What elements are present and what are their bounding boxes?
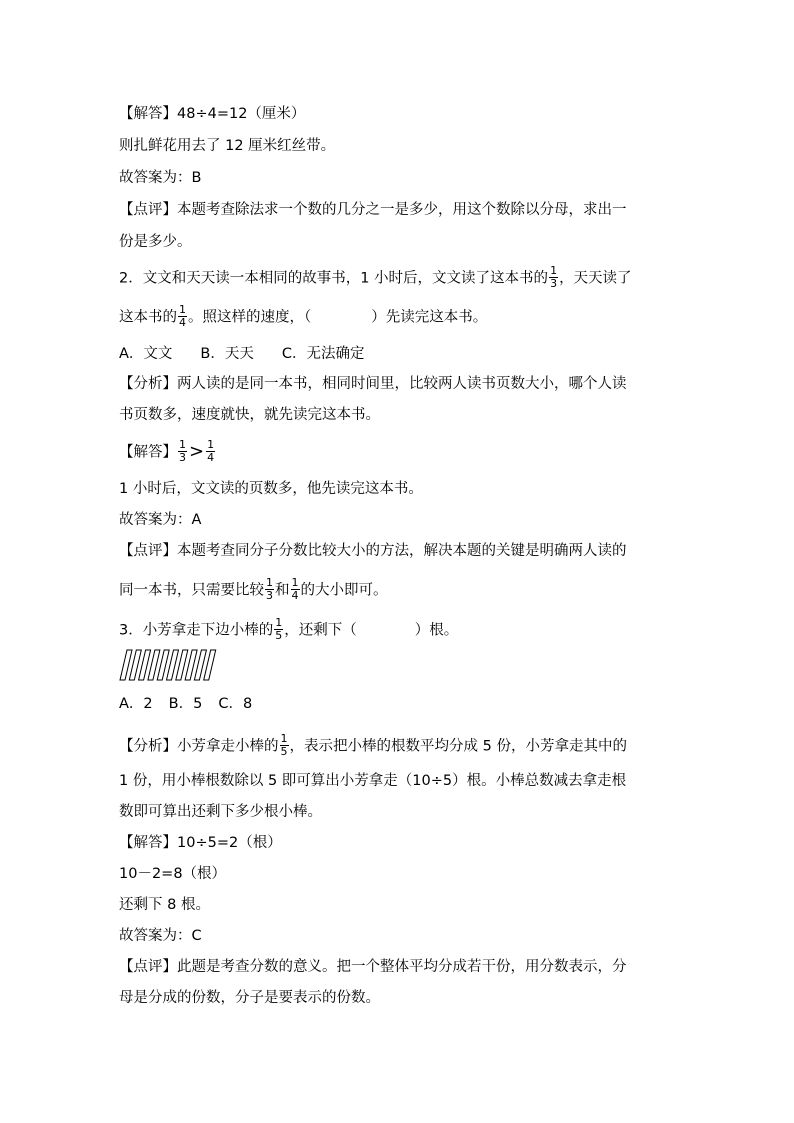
answer-result: 故答案为：C: [119, 928, 202, 944]
question-2-line-2: [119, 305, 487, 330]
option-c: C．8: [218, 696, 253, 712]
text: ）根。: [414, 622, 459, 639]
option-b: B．天天: [200, 346, 254, 362]
fraction-one-quarter: $\frac{1}{4}$: [207, 438, 215, 464]
analysis-line: 1 份，用小棒根数除以 5 即可算出小芳拿走（10÷5）根。小棒总数减去拿走根: [119, 773, 627, 789]
fraction-one-fifth: $\frac{1}{5}$: [275, 616, 283, 642]
answer-line: [119, 440, 216, 465]
analysis-line: 数即可算出还剩下多少根小棒。: [119, 804, 322, 820]
fraction-one-quarter: $\frac{1}{4}$: [179, 303, 186, 329]
comment-line: 【点评】此题是考查分数的意义。把一个整体平均分成若干份，用分数表示，分: [119, 959, 627, 975]
text: ）先读完这本书。: [371, 309, 488, 326]
text: 和: [275, 582, 290, 599]
sticks-illustration: [118, 648, 218, 682]
analysis-line: [119, 734, 627, 759]
text: 3．小芳拿走下边小棒的: [119, 622, 274, 639]
comment-line: 母是分成的份数，分子是要表示的份数。: [119, 990, 380, 1006]
option-a: A．文文: [119, 346, 173, 362]
fraction-one-third: $\frac{1}{3}$: [179, 438, 186, 464]
answer-result: 故答案为：A: [119, 512, 202, 528]
text: 同一本书，只需要比较: [119, 582, 264, 599]
question-2-line-1: [119, 266, 632, 291]
answer-line: 【解答】10÷5=2（根）: [119, 835, 282, 851]
comment-line: 【点评】本题考查除法求一个数的几分之一是多少，用这个数除以分母，求出一: [119, 202, 627, 218]
text: 2．文文和天天读一本相同的故事书，1 小时后，文文读了这本书的: [119, 270, 549, 287]
answer-line: 1 小时后，文文读的页数多，他先读完这本书。: [119, 481, 423, 497]
analysis-line: 【分析】两人读的是同一本书，相同时间里，比较两人读书页数大小，哪个人读: [119, 376, 627, 392]
text: ，表示把小棒的根数平均分成 5 份，小芳拿走其中的: [289, 738, 627, 755]
option-a: A．2: [119, 696, 153, 712]
answer-line: 则扎鲜花用去了 12 厘米红丝带。: [119, 138, 336, 154]
fraction-one-quarter: $\frac{1}{4}$: [291, 576, 299, 602]
text: 【分析】小芳拿走小棒的: [119, 738, 279, 755]
fraction-one-fifth: $\frac{1}{5}$: [280, 732, 288, 758]
answer-line: 【解答】48÷4=12（厘米）: [119, 106, 306, 122]
text: 【解答】: [119, 444, 177, 461]
text: 。照这样的速度，（: [188, 309, 312, 326]
comment-line: [119, 578, 388, 603]
comment-line: 份是多少。: [119, 234, 192, 250]
answer-line: 还剩下 8 根。: [119, 897, 210, 913]
option-b: B．5: [168, 696, 203, 712]
question-2-options: [119, 344, 365, 364]
text: 这本书的: [119, 309, 177, 326]
analysis-line: 书页数多，速度就快，就先读完这本书。: [119, 407, 380, 423]
greater-than-sign: >: [189, 440, 205, 462]
text: 的大小即可。: [300, 582, 388, 599]
question-3-options: [119, 694, 252, 714]
option-c: C．无法确定: [281, 346, 365, 362]
fraction-one-third: $\frac{1}{3}$: [266, 576, 273, 602]
text: ，天天读了: [559, 270, 632, 287]
fraction-one-third: $\frac{1}{3}$: [550, 264, 558, 290]
answer-result: 故答案为：B: [119, 170, 202, 186]
comment-line: 【点评】本题考查同分子分数比较大小的方法，解决本题的关键是明确两人读的: [119, 543, 627, 559]
text: ，还剩下（: [284, 622, 357, 639]
question-3-line: [119, 618, 458, 643]
answer-line: 10－2=8（根）: [119, 866, 227, 882]
